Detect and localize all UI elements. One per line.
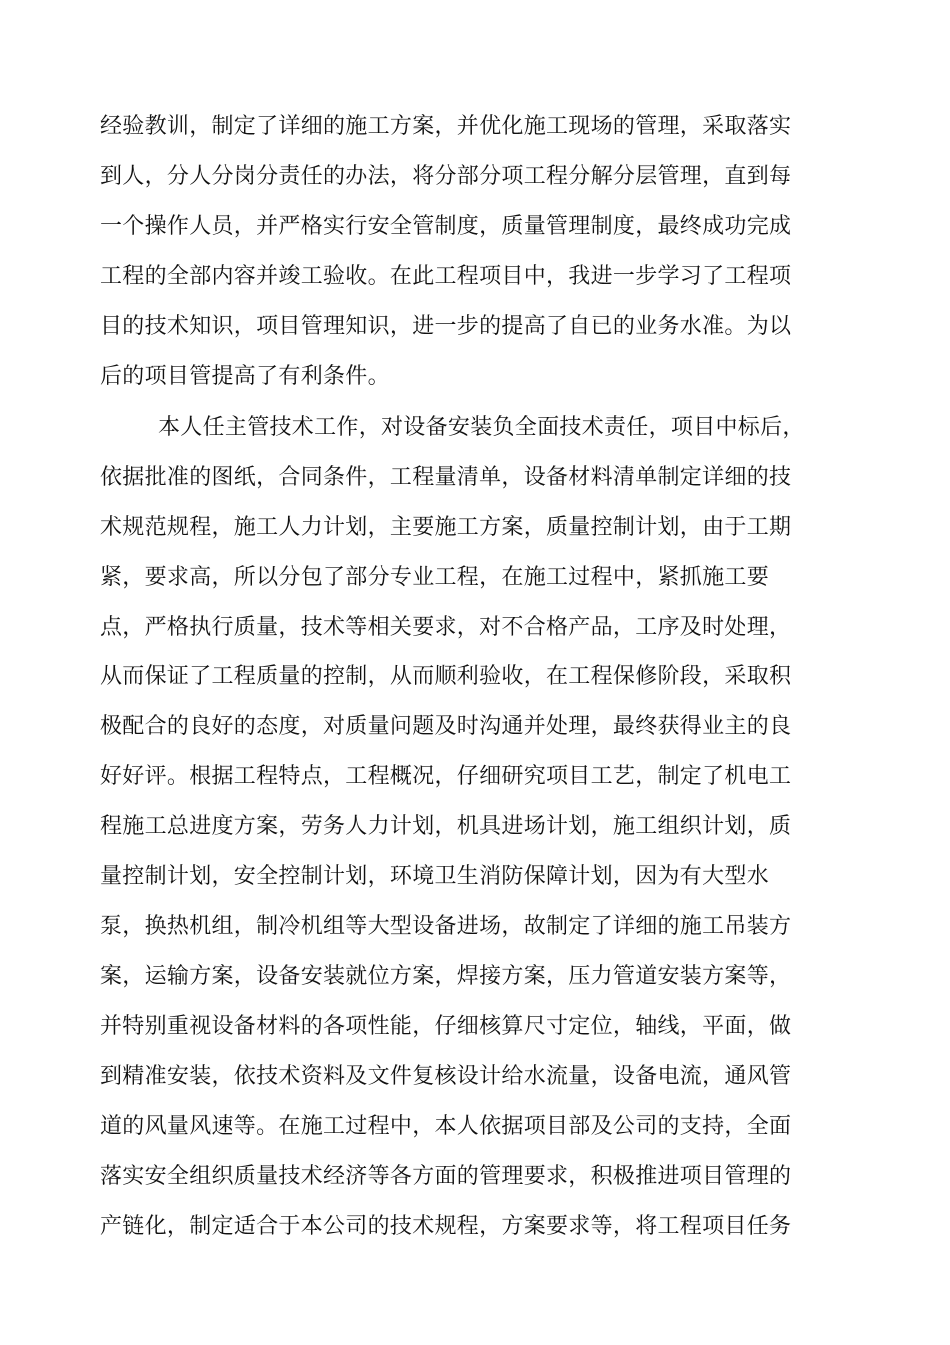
text-line: 泵，换热机组，制冷机组等大型设备进场，故制定了详细的施工吊装方 [100, 914, 792, 939]
text-line: 紧，要求高，所以分包了部分专业工程，在施工过程中，紧抓施工要 [100, 565, 770, 590]
text-line: 到精准安装，依技术资料及文件复核设计给水流量，设备电流，通风管 [100, 1064, 792, 1089]
text-line: 工程的全部内容并竣工验收。在此工程项目中，我进一步学习了工程项 [100, 264, 792, 289]
text-line: 经验教训，制定了详细的施工方案，并优化施工现场的管理，采取落实 [100, 114, 792, 139]
text-line: 依据批准的图纸，合同条件，工程量清单，设备材料清单制定详细的技 [100, 465, 792, 490]
text-line: 点，严格执行质量，技术等相关要求，对不合格产品，工序及时处理， [100, 615, 792, 640]
text-line: 落实安全组织质量技术经济等各方面的管理要求，积极推进项目管理的 [100, 1164, 792, 1189]
text-line: 好好评。根据工程特点，工程概况，仔细研究项目工艺，制定了机电工 [100, 764, 792, 789]
text-line: 并特别重视设备材料的各项性能，仔细核算尺寸定位，轴线，平面，做 [100, 1014, 792, 1039]
text-line: 从而保证了工程质量的控制，从而顺利验收，在工程保修阶段，采取积 [100, 664, 792, 689]
text-line: 术规范规程，施工人力计划，主要施工方案，质量控制计划，由于工期 [100, 515, 792, 540]
text-line: 产链化，制定适合于本公司的技术规程，方案要求等，将工程项目任务 [100, 1214, 792, 1239]
text-line: 到人，分人分岗分责任的办法，将分部分项工程分解分层管理，直到每 [100, 164, 792, 189]
text-line: 道的风量风速等。在施工过程中，本人依据项目部及公司的支持，全面 [100, 1114, 792, 1139]
text-line: 量控制计划，安全控制计划，环境卫生消防保障计划，因为有大型水 [100, 864, 770, 889]
text-line: 一个操作人员，并严格实行安全管制度，质量管理制度，最终成功完成 [100, 214, 792, 239]
text-line: 后的项目管提高了有利条件。 [100, 364, 390, 389]
text-line: 目的技术知识，项目管理知识，进一步的提高了自已的业务水准。为以 [100, 314, 792, 339]
text-line-indented: 本人任主管技术工作，对设备安装负全面技术责任，项目中标后， [158, 415, 805, 440]
text-line: 极配合的良好的态度，对质量问题及时沟通并处理，最终获得业主的良 [100, 714, 792, 739]
text-line: 案，运输方案，设备安装就位方案，焊接方案，压力管道安装方案等， [100, 964, 792, 989]
text-line: 程施工总进度方案，劳务人力计划，机具进场计划，施工组织计划，质 [100, 814, 792, 839]
